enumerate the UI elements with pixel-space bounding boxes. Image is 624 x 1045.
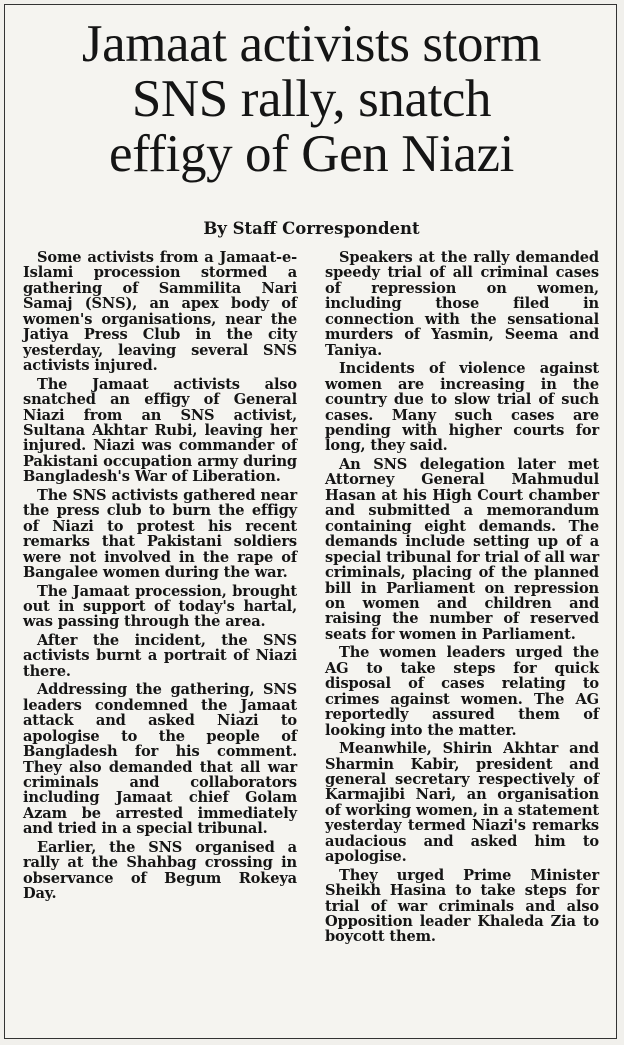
paragraph: Earlier, the SNS organised a rally at the Shahbag crossing in observance of Begum Rokeya Day.: [23, 838, 297, 903]
paragraph: Some activists from a Jamaat-e-Islami procession stormed a gathering of Sammilita Nari Samaj (SNS), an apex body of women's organisations, near the Jatiya Press Club in the city yesterday, leaving several SNS activists injured.: [23, 249, 297, 375]
paragraph: After the incident, the SNS activists burnt a portrait of Niazi there.: [23, 631, 297, 680]
headline-line-2: SNS rally, snatch: [131, 70, 492, 129]
headline: [5, 17, 618, 182]
paragraph: The women leaders urged the AG to take steps for quick disposal of cases relating to crimes against women. The AG reportedly assured them of looking into the matter.: [325, 644, 599, 739]
byline: By Staff Correspondent: [203, 219, 420, 238]
newspaper-clipping: [4, 4, 617, 1039]
paragraph: Addressing the gathering, SNS leaders condemned the Jamaat attack and asked Niazi to apologise to the people of Bangladesh for his comment. They also demanded that all war criminals and collaborators including Jamaat chief Golam Azam be arrested immediately and tried in a special tribunal.: [23, 681, 297, 838]
paragraph: The Jamaat activists also snatched an effigy of General Niazi from an SNS activist, Sultana Akhtar Rubi, leaving her injured. Niazi was commander of Pakistani occupation army during Bangladesh's War of Liberation.: [23, 375, 297, 486]
article-column-right: [325, 250, 599, 948]
paragraph: Speakers at the rally demanded speedy trial of all criminal cases of repression on women, including those filed in connection with the sensational murders of Yasmin, Seema and Taniya.: [325, 249, 599, 359]
paragraph: An SNS delegation later met Attorney General Mahmudul Hasan at his High Court chamber and submitted a memorandum containing eight demands. The demands include setting up of a special tribunal for trial of all war criminals, placing of the planned bill in Parliament on repression on women and children and raising the number of reserved seats for women in Parliament.: [325, 455, 599, 643]
paragraph: They urged Prime Minister Sheikh Hasina to take steps for trial of war criminals and also Opposition leader Khaleda Zia to boycott them.: [325, 866, 599, 946]
paragraph: Incidents of violence against women are increasing in the country due to slow trial of such cases. Many such cases are pending with higher courts for long, they said.: [325, 360, 599, 455]
article-column-left: [23, 250, 297, 905]
paragraph: The Jamaat procession, brought out in support of today's hartal, was passing through the area.: [23, 582, 297, 631]
paragraph: The SNS activists gathered near the press club to burn the effigy of Niazi to protest his recent remarks that Pakistani soldiers were not involved in the rape of Bangalee women during the war.: [23, 486, 297, 582]
paragraph: Meanwhile, Shirin Akhtar and Sharmin Kabir, president and general secretary respectively of Karmajibi Nari, an organisation of working women, in a statement yesterday termed Niazi's remarks audacious and asked him to apologise.: [325, 740, 599, 866]
headline-line-1: Jamaat activists storm: [81, 15, 542, 73]
headline-line-3: effigy of Gen Niazi: [109, 125, 514, 184]
